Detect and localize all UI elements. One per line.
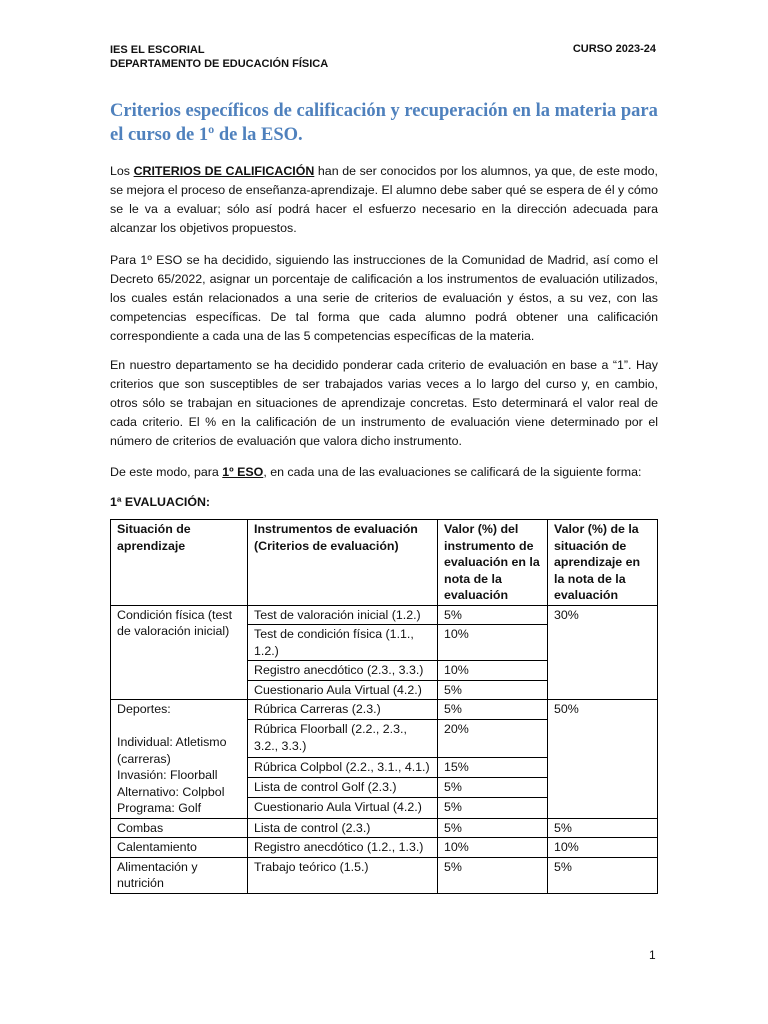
instrument-cell: Trabajo teórico (1.5.)	[248, 857, 438, 893]
paragraph-intro-post: han de ser conocidos por los alumnos, ya que, de este modo, se mejora el proceso de enseñanza-aprendizaje. El alumno debe saber qué se espera de él y cómo se le va a evaluar; sólo así podrá hacer el esfuerzo necesario en la dirección adecuada para alcanzar los objetivos propuestos.	[110, 164, 658, 235]
situation-cell: Alimentación y nutrición	[111, 857, 248, 893]
situation-pct-cell: 30%	[548, 605, 658, 700]
paragraph-weighting: En nuestro departamento se ha decidido ponderar cada criterio de evaluación en base a “1”. Hay criterios que son susceptibles de ser trabajados varias veces a lo largo del curso y, en cambio, otros sólo se trabajan en situaciones de aprendizaje concretas. Esto determinará el valor real de cada criterio. El % en la calificación de un instrumento de evaluación viene determinado por el número de criterios de evaluación que valora dicho instrumento.	[110, 358, 658, 448]
instrument-cell: Lista de control Golf (2.3.)	[248, 777, 438, 797]
table-header-row	[111, 520, 658, 606]
department-name: DEPARTAMENTO DE EDUCACIÓN FÍSICA	[110, 58, 329, 70]
instrument-pct-cell: 5%	[438, 680, 548, 700]
instrument-pct-cell: 20%	[438, 720, 548, 757]
instrument-pct-cell: 10%	[438, 661, 548, 681]
table-row	[111, 700, 658, 720]
header-instrument-value: Valor (%) del instrumento de evaluación en la nota de la evaluación	[438, 520, 548, 606]
table-row	[111, 857, 658, 893]
instrument-pct-cell: 5%	[438, 818, 548, 838]
situation-line: Invasión: Floorball	[117, 768, 218, 782]
document-title: Criterios específicos de calificación y recuperación en la materia para el curso de 1º de la ESO.	[110, 101, 658, 145]
paragraph-intro	[110, 162, 658, 238]
situation-cell: Condición física (test de valoración inicial)	[111, 605, 248, 700]
instrument-cell: Cuestionario Aula Virtual (4.2.)	[248, 680, 438, 700]
paragraph-method	[110, 463, 658, 482]
instrument-pct-cell: 10%	[438, 625, 548, 661]
evaluation-heading: 1ª EVALUACIÓN:	[110, 495, 211, 509]
situation-line	[117, 718, 241, 735]
situation-pct-cell: 5%	[548, 857, 658, 893]
instrument-pct-cell: 5%	[438, 857, 548, 893]
instrument-cell: Registro anecdótico (2.3., 3.3.)	[248, 661, 438, 681]
instrument-pct-cell: 10%	[438, 838, 548, 858]
instrument-cell: Registro anecdótico (1.2., 1.3.)	[248, 838, 438, 858]
instrument-cell: Rúbrica Floorball (2.2., 2.3., 3.2., 3.3.)	[248, 720, 438, 757]
situation-line: Programa: Golf	[117, 801, 202, 815]
instrument-cell: Rúbrica Carreras (2.3.)	[248, 700, 438, 720]
paragraph-intro-pre: Los	[110, 164, 134, 178]
instrument-cell: Test de condición física (1.1., 1.2.)	[248, 625, 438, 661]
paragraph-decree: Para 1º ESO se ha decidido, siguiendo las instrucciones de la Comunidad de Madrid, así como el Decreto 65/2022, asignar un porcentaje de calificación a los instrumentos de evaluación utilizados, los cuales están relacionados a una serie de criterios de evaluación y éstos, a su vez, con las competencias específicas. De tal forma que cada alumno podrá obtener una calificación correspondiente a cada una de las 5 competencias específicas de la materia.	[110, 253, 658, 343]
instrument-pct-cell: 5%	[438, 605, 548, 625]
instrument-cell: Lista de control (2.3.)	[248, 818, 438, 838]
header-instruments: Instrumentos de evaluación (Criterios de evaluación)	[248, 520, 438, 606]
instrument-pct-cell: 15%	[438, 757, 548, 777]
document-header	[110, 43, 328, 71]
situation-cell: Calentamiento	[111, 838, 248, 858]
instrument-cell: Rúbrica Colpbol (2.2., 3.1., 4.1.)	[248, 757, 438, 777]
situation-cell: Combas	[111, 818, 248, 838]
paragraph-method-post: , en cada una de las evaluaciones se calificará de la siguiente forma:	[263, 465, 642, 479]
instrument-pct-cell: 5%	[438, 798, 548, 818]
table-row	[111, 605, 658, 625]
situation-pct-cell: 50%	[548, 700, 658, 819]
instrument-cell: Cuestionario Aula Virtual (4.2.)	[248, 798, 438, 818]
table-row	[111, 838, 658, 858]
situation-line: Alternativo: Colpbol	[117, 784, 225, 799]
course-year: CURSO 2023-24	[572, 43, 656, 55]
course-emphasis: 1º ESO	[222, 465, 264, 479]
criteria-emphasis: CRITERIOS DE CALIFICACIÓN	[133, 164, 315, 178]
school-name: IES EL ESCORIAL	[110, 44, 205, 56]
header-situation-value: Valor (%) de la situación de aprendizaje en la nota de la evaluación	[548, 520, 658, 606]
header-situation: Situación de aprendizaje	[111, 520, 248, 606]
situation-pct-cell: 5%	[548, 818, 658, 838]
page-number: 1	[649, 948, 656, 962]
situation-pct-cell: 10%	[548, 838, 658, 858]
instrument-pct-cell: 5%	[438, 777, 548, 797]
paragraph-method-pre: De este modo, para	[110, 465, 223, 479]
instrument-cell: Test de valoración inicial (1.2.)	[248, 605, 438, 625]
situation-line: Deportes:	[117, 702, 171, 716]
grading-table	[110, 519, 658, 894]
situation-line: Individual: Atletismo (carreras)	[117, 735, 227, 766]
instrument-pct-cell: 5%	[438, 700, 548, 720]
table-row	[111, 818, 658, 838]
situation-cell	[111, 700, 248, 819]
